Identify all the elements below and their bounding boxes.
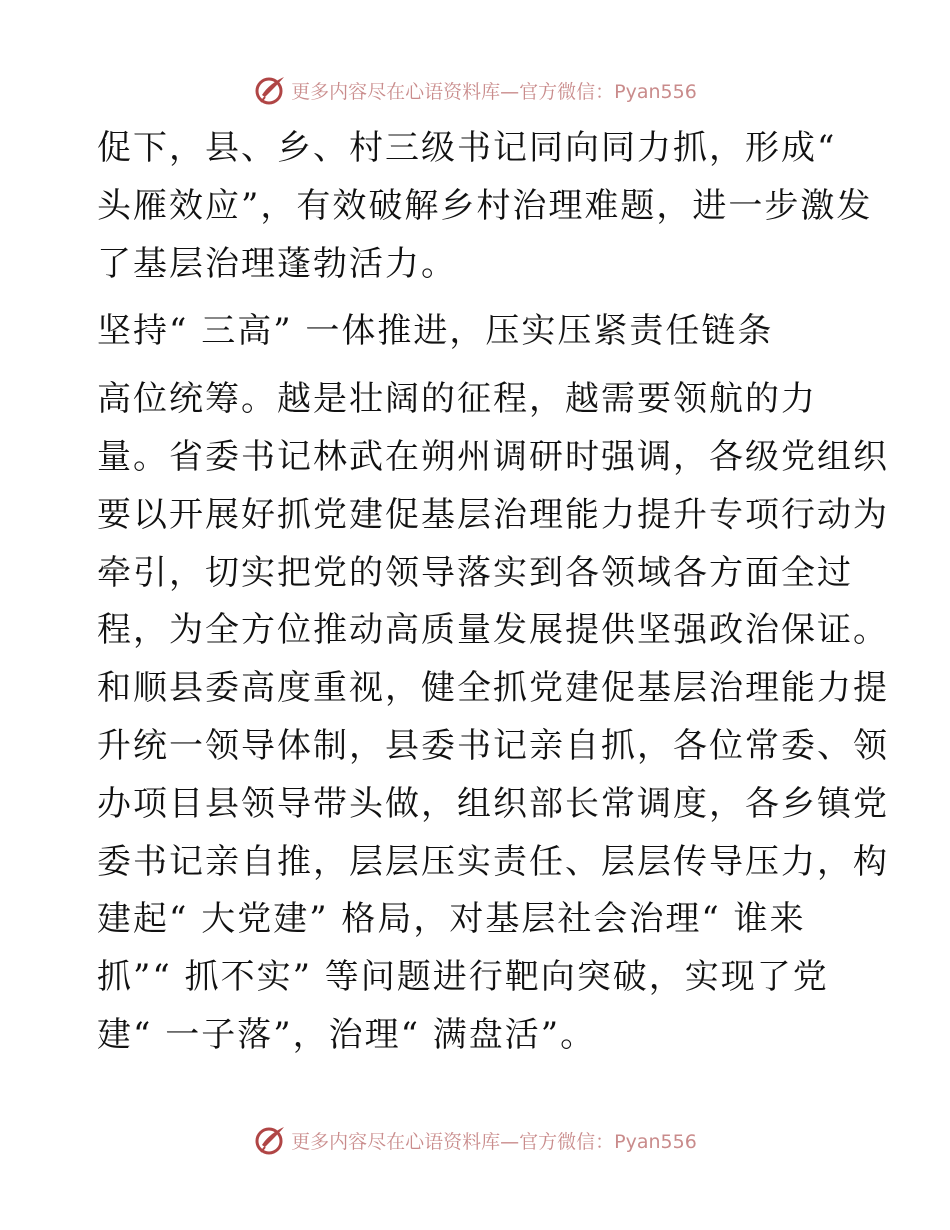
text-line: 要以开展好抓党建促基层治理能力提升专项行动为 (97, 494, 889, 535)
footer-separator: — (500, 1130, 520, 1153)
footer-wechat-text: 官方微信：Pyan556 (519, 1130, 697, 1153)
section-heading: 坚持“ 三高” 一体推进，压实压紧责任链条 (97, 311, 774, 352)
text-line: 了基层治理蓬勃活力。 (97, 243, 457, 284)
quill-circle-icon (253, 1123, 287, 1157)
text-line: 程，为全方位推动高质量发展提供坚强政治保证。 (97, 610, 889, 651)
text-line: 升统一领导体制，县委书记亲自抓，各位常委、领 (97, 725, 889, 766)
text-line: 建“ 一子落”，治理“ 满盘活”。 (97, 1014, 597, 1055)
text-line: 抓”“ 抓不实” 等问题进行靶向突破，实现了党 (97, 957, 829, 998)
header-banner (0, 70, 950, 110)
text-line: 和顺县委高度重视，健全抓党建促基层治理能力提 (97, 668, 889, 709)
text-line: 牵引，切实把党的领导落实到各领域各方面全过 (97, 552, 853, 593)
text-line: 委书记亲自推，层层压实责任、层层传导压力，构 (97, 841, 889, 882)
footer-banner (0, 1120, 950, 1160)
text-line: 办项目县领导带头做，组织部长常调度，各乡镇党 (97, 783, 889, 824)
text-line: 头雁效应”，有效破解乡村治理难题，进一步激发 (97, 185, 873, 226)
paragraph-1 (97, 120, 873, 293)
footer-site-text: 更多内容尽在心语资料库 (291, 1130, 501, 1153)
document-body (97, 120, 889, 1065)
header-text (291, 77, 697, 104)
header-site-text: 更多内容尽在心语资料库 (291, 80, 501, 103)
text-line: 量。省委书记林武在朔州调研时强调，各级党组织 (97, 436, 889, 477)
text-line: 建起“ 大党建” 格局，对基层社会治理“ 谁来 (97, 899, 806, 940)
footer-text (291, 1127, 697, 1154)
quill-circle-icon (253, 73, 287, 107)
header-wechat-text: 官方微信：Pyan556 (519, 80, 697, 103)
text-line: 促下，县、乡、村三级书记同向同力抓，形成“ (97, 128, 837, 168)
text-line: 高位统筹。越是壮阔的征程，越需要领航的力 (97, 379, 817, 420)
header-separator: — (500, 80, 520, 103)
paragraph-2 (97, 371, 889, 1065)
